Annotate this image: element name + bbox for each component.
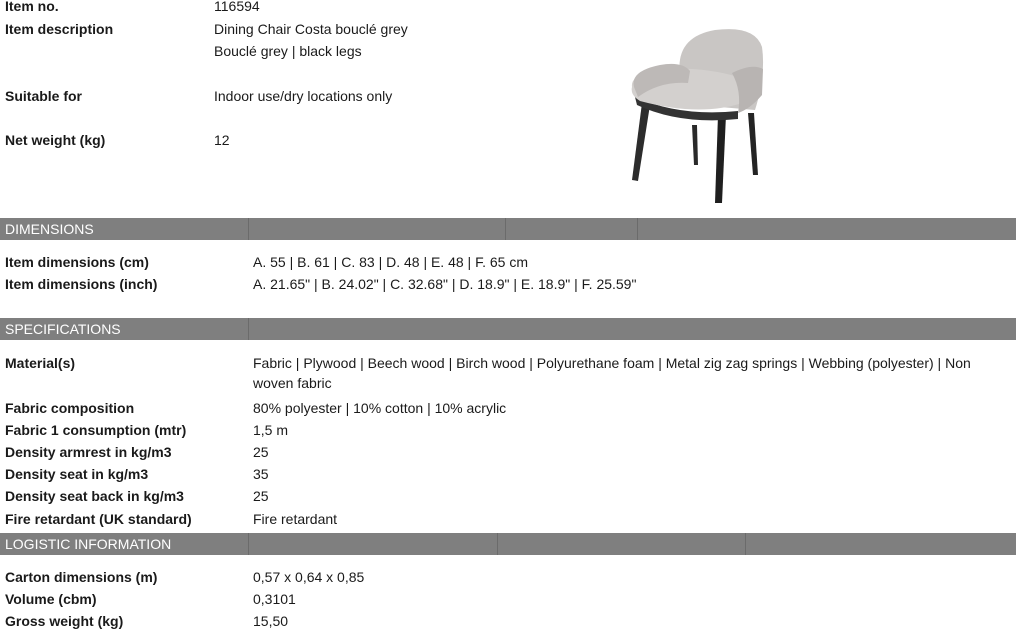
specifications-title: SPECIFICATIONS [5,321,121,337]
logistics-title: LOGISTIC INFORMATION [5,536,172,552]
dimensions-cm-label: Item dimensions (cm) [5,254,149,270]
suitable-for-value: Indoor use/dry locations only [214,88,393,104]
gross-weight-value: 15,50 [253,613,289,629]
item-no-value: 116594 [214,0,260,14]
specifications-section-bar [0,318,1016,340]
density-seat-back-label: Density seat back in kg/m3 [5,488,184,504]
dimensions-title: DIMENSIONS [5,221,94,237]
chair-icon [620,25,780,210]
dimensions-section-bar [0,218,1016,240]
fire-retardant-label: Fire retardant (UK standard) [5,511,192,527]
carton-dimensions-label: Carton dimensions (m) [5,569,158,585]
volume-value: 0,3101 [253,591,296,607]
fire-retardant-value: Fire retardant [253,511,338,527]
net-weight-label: Net weight (kg) [5,132,106,148]
fabric-consumption-value: 1,5 m [253,422,289,438]
logistics-section-bar [0,533,1016,555]
materials-value: Fabric | Plywood | Beech wood | Birch wood | Polyurethane foam | Metal zig zag springs | Webbing (polyester) | Non woven fabric [253,355,971,391]
net-weight-value: 12 [214,132,230,148]
density-seat-value: 35 [253,466,269,482]
density-seat-back-value: 25 [253,488,269,504]
item-description-label: Item description [5,21,114,37]
fabric-composition-label: Fabric composition [5,400,135,416]
item-description-line1: Dining Chair Costa bouclé grey [214,21,408,37]
dimensions-inch-value: A. 21.65" | B. 24.02" | C. 32.68" | D. 18.9" | E. 18.9" | F. 25.59" [253,276,637,292]
fabric-consumption-label: Fabric 1 consumption (mtr) [5,422,187,438]
density-armrest-label: Density armrest in kg/m3 [5,444,172,460]
suitable-for-label: Suitable for [5,88,83,104]
density-armrest-value: 25 [253,444,269,460]
item-description-line2: Bouclé grey | black legs [214,43,362,59]
volume-label: Volume (cbm) [5,591,97,607]
fabric-composition-value: 80% polyester | 10% cotton | 10% acrylic [253,400,507,416]
density-seat-label: Density seat in kg/m3 [5,466,149,482]
carton-dimensions-value: 0,57 x 0,64 x 0,85 [253,569,365,585]
dimensions-cm-value: A. 55 | B. 61 | C. 83 | D. 48 | E. 48 | F. 65 cm [253,254,528,270]
dimensions-inch-label: Item dimensions (inch) [5,276,158,292]
materials-label: Material(s) [5,355,76,371]
gross-weight-label: Gross weight (kg) [5,613,124,629]
item-no-label: Item no. [5,0,59,14]
